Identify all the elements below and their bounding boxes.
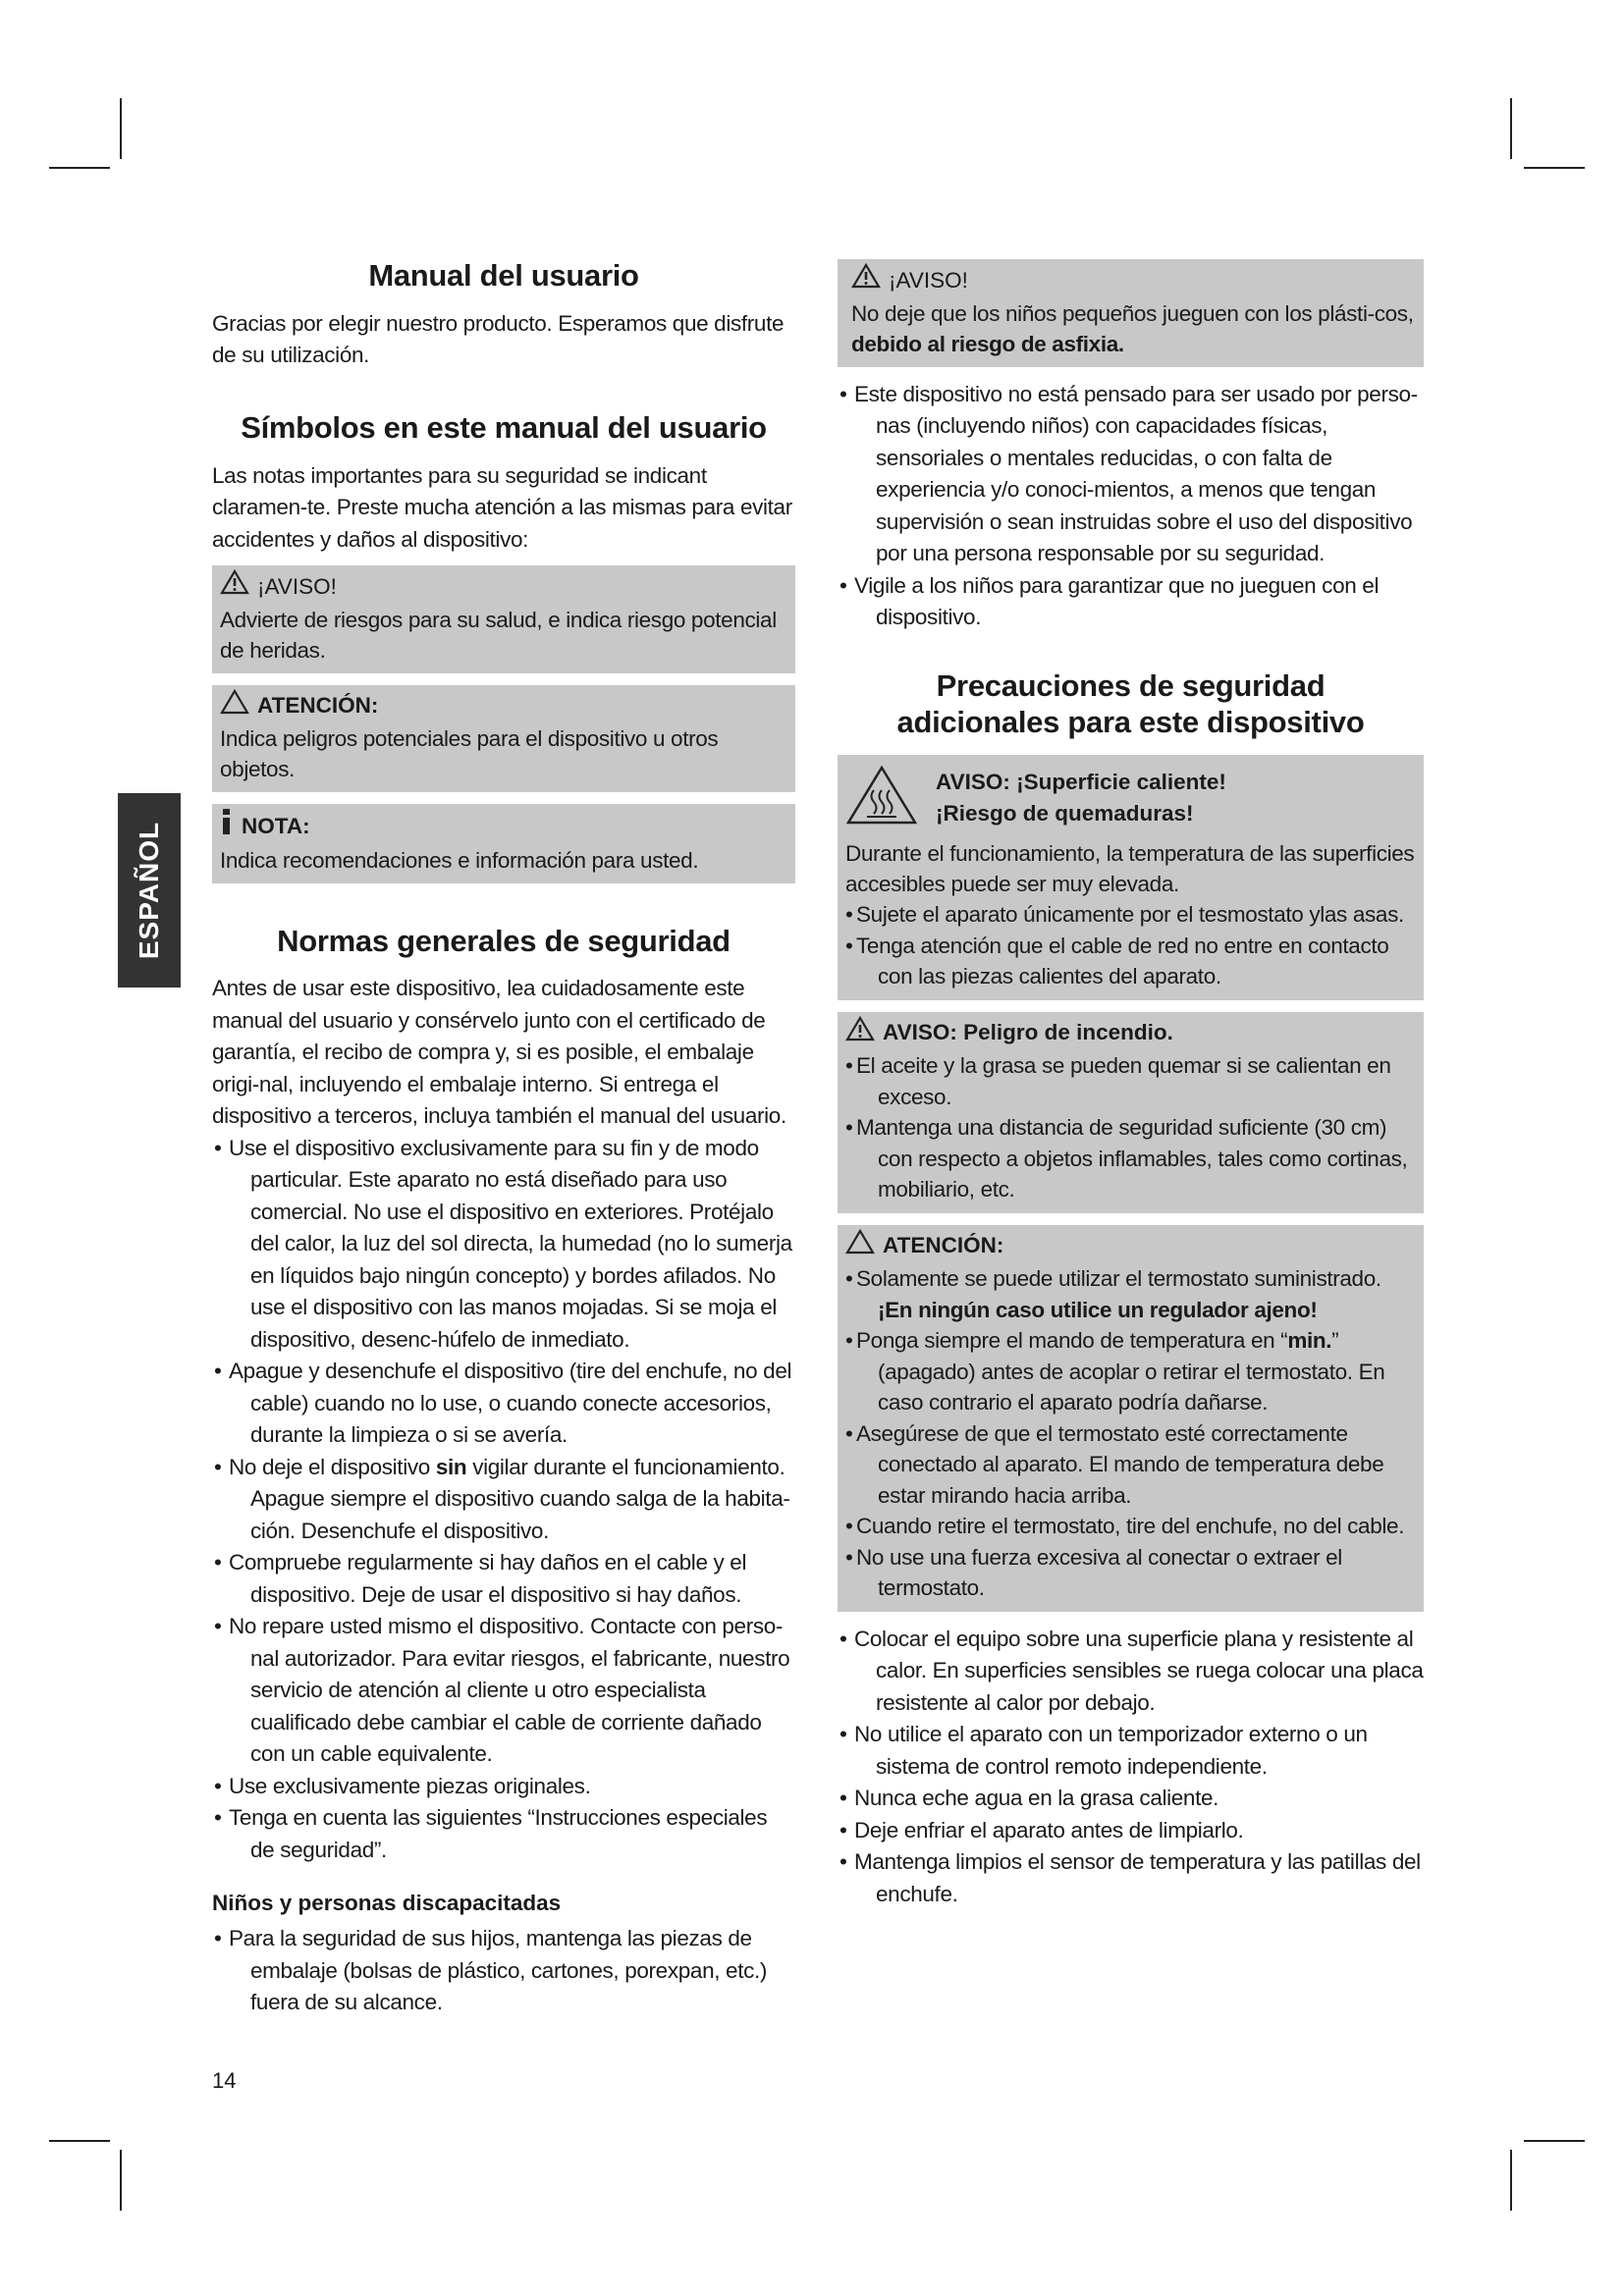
nota-label: NOTA: <box>242 813 310 838</box>
manual-title: Manual del usuario <box>368 258 639 293</box>
list-item: • No repare usted mismo el dispositivo. Contacte con perso-nal autorizador. Para evitar riesgos, el fabricante, nuestro servicio de atención al cliente u otro especialista cualificado debe cambiar el cable de corriente dañado con un cable equivalente. <box>212 1611 795 1771</box>
aviso-bold-text: debido al riesgo de asfixia. <box>851 331 1124 356</box>
symbols-title: Símbolos en este manual del usuario <box>241 409 767 445</box>
list-item: • Use exclusivamente piezas originales. <box>212 1771 795 1803</box>
incendio-box <box>838 1012 1424 1213</box>
ninos-list <box>212 1923 795 2019</box>
symbols-text: Las notas importantes para su seguridad se indicant claramen-te. Preste mucha atención a las mismas para evitar accidentes y daños al dispositivo: <box>212 462 792 552</box>
precauciones-title: Precauciones de seguridad adicionales para este dispositivo <box>896 667 1365 740</box>
atencion-text: Indica peligros potenciales para el dispositivo u otros objetos. <box>220 726 719 782</box>
list-item: • No use una fuerza excesiva al conectar o extraer el termostato. <box>845 1542 1416 1604</box>
list-item: • Asegúrese de que el termostato esté correctamente conectado al aparato. El mando de temperatura debe estar mirando hacia arriba. <box>845 1418 1416 1512</box>
ninos-title: Niños y personas discapacitadas <box>212 1891 562 1916</box>
hot-surface-text: Durante el funcionamiento, la temperatura de las superficies accesibles puede ser muy elevada. <box>845 841 1415 897</box>
bullet-bold-text: ¡En ningún caso utilice un regulador ajeno! <box>878 1297 1318 1322</box>
incendio-label: AVISO: Peligro de incendio. <box>883 1020 1173 1045</box>
page-number: 14 <box>212 2068 237 2093</box>
atencion-label: ATENCIÓN: <box>883 1233 1004 1258</box>
aviso-text: Advierte de riesgos para su salud, e indica riesgo potencial de heridas. <box>220 607 777 663</box>
list-item: • Cuando retire el termostato, tire del enchufe, no del cable. <box>845 1511 1416 1542</box>
aviso-children-text <box>851 298 1416 359</box>
list-item: • Tenga atención que el cable de red no entre en contacto con las piezas calientes del aparato. <box>845 931 1416 992</box>
list-item: • Use el dispositivo exclusivamente para su fin y de modo particular. Este aparato no está diseñado para uso comercial. No use el dispositivo en exteriores. Protéjalo del calor, la luz del sol directa, la humedad (no lo sumerja en líquidos bajo ningún concepto) y bordes afilados. No use el dispositivo con las manos mojadas. Si se moja el dispositivo, desenc-húfelo de inmediato. <box>212 1133 795 1357</box>
intro-text: Gracias por elegir nuestro producto. Esperamos que disfrute de su utilización. <box>212 310 785 368</box>
hot-surface-title-1: AVISO: ¡Superficie caliente! <box>936 769 1226 794</box>
list-item: • El aceite y la grasa se pueden quemar si se calientan en exceso. <box>845 1050 1416 1112</box>
bullet-text: Ponga siempre el mando de temperatura en “ <box>856 1328 1288 1354</box>
aviso-label: ¡AVISO! <box>257 573 337 599</box>
normas-title: Normas generales de seguridad <box>277 923 731 958</box>
hot-surface-title-2: ¡Riesgo de quemaduras! <box>936 800 1194 826</box>
crop-mark <box>49 167 110 169</box>
list-item: • Sujete el aparato únicamente por el tesmostato ylas asas. <box>845 899 1416 931</box>
hot-surface-titles <box>936 767 1226 829</box>
list-item <box>845 1263 1416 1325</box>
aviso-children-box <box>838 259 1424 367</box>
bullet-text: ” (apagado) antes de acoplar o retirar el termostato. En caso contrario el aparato podría dañarse. <box>878 1328 1385 1415</box>
crop-mark <box>49 2140 110 2142</box>
list-item <box>212 1452 795 1548</box>
incendio-title <box>845 1016 1416 1051</box>
list-item: • Colocar el equipo sobre una superficie plana y resistente al calor. En superficies sensibles se ruega colocar una placa resistente al calor por debajo. <box>838 1624 1424 1720</box>
caution-triangle-icon <box>845 1229 875 1264</box>
atencion-label: ATENCIÓN: <box>257 693 379 719</box>
list-item: • Mantenga limpios el sensor de temperatura y las patillas del enchufe. <box>838 1846 1424 1910</box>
incendio-list <box>845 1050 1416 1205</box>
list-item: • Vigile a los niños para garantizar que no jueguen con el dispositivo. <box>838 570 1424 634</box>
crop-mark <box>1510 98 1512 159</box>
atencion-box-title <box>220 689 787 724</box>
nota-text: Indica recomendaciones e información para usted. <box>220 847 699 873</box>
aviso-text: No deje que los niños pequeños jueguen con los plásti-cos, <box>851 300 1414 326</box>
crop-mark <box>120 2150 122 2211</box>
list-item: • Apague y desenchufe el dispositivo (tire del enchufe, no del cable) cuando no lo use, o cuando conecte accesorios, durante la limpieza o si se avería. <box>212 1356 795 1452</box>
atencion-box <box>212 685 795 793</box>
list-item: • Para la seguridad de sus hijos, mantenga las piezas de embalaje (bolsas de plástico, cartones, porexpan, etc.) fuera de su alcance. <box>212 1923 795 2019</box>
final-list <box>838 1624 1424 1911</box>
caution-triangle-icon <box>220 689 249 724</box>
bullet-text: Solamente se puede utilizar el termostato suministrado. <box>856 1266 1381 1292</box>
bullet-bold-text: sin <box>435 1454 467 1479</box>
superficie-caliente-box <box>838 755 1424 1000</box>
right-column <box>838 257 1424 1910</box>
bullet-text: vigilar durante el funcionamiento. Apague siempre el dispositivo cuando salga de la habita-ción. Desenchufe el dispositivo. <box>250 1454 790 1543</box>
warning-icon <box>851 263 881 298</box>
aviso-box-title <box>220 569 787 605</box>
crop-mark <box>1524 2140 1585 2142</box>
nota-box <box>212 804 795 883</box>
atencion-list <box>845 1263 1416 1604</box>
children-list <box>838 379 1424 634</box>
nota-box-title <box>220 808 787 845</box>
list-item <box>845 1325 1416 1418</box>
crop-mark <box>1510 2150 1512 2211</box>
warning-icon <box>220 569 249 605</box>
left-column <box>212 257 795 2019</box>
aviso-label: ¡AVISO! <box>889 267 968 293</box>
crop-mark <box>120 98 122 159</box>
language-tab <box>118 793 181 988</box>
normas-text: Antes de usar este dispositivo, lea cuidadosamente este manual del usuario y consérvelo junto con el certificado de garantía, el recibo de compra y, si es posible, el embalaje origi-nal, incluyendo el embalaje interno. Si entrega el dispositivo a terceros, incluya también el manual del usuario. <box>212 976 786 1129</box>
list-item: • Deje enfriar el aparato antes de limpiarlo. <box>838 1815 1424 1847</box>
bullet-bold-text: min. <box>1287 1328 1332 1354</box>
list-item: • Nunca eche agua en la grasa caliente. <box>838 1783 1424 1815</box>
normas-list <box>212 1133 795 1867</box>
list-item: • No utilice el aparato con un temporizador externo o un sistema de control remoto independiente. <box>838 1719 1424 1783</box>
atencion-thermostat-title <box>845 1229 1416 1264</box>
hot-surface-list <box>845 899 1416 992</box>
info-icon <box>220 808 234 845</box>
aviso-box <box>212 565 795 673</box>
atencion-thermostat-box <box>838 1225 1424 1612</box>
warning-icon <box>845 1016 875 1051</box>
aviso-children-title <box>851 263 1416 298</box>
list-item: • Este dispositivo no está pensado para ser usado por perso-nas (incluyendo niños) con capacidades físicas, sensoriales o mentales reducidas, o con falta de experiencia y/o conoci-mientos, a menos que tengan supervisión o sean instruidas sobre el uso del dispositivo por una persona responsable por su seguridad. <box>838 379 1424 570</box>
hot-surface-header <box>845 759 1416 838</box>
crop-mark <box>1524 167 1585 169</box>
hot-surface-icon <box>845 765 918 830</box>
language-tab-label: ESPAÑOL <box>134 821 164 960</box>
list-item: • Compruebe regularmente si hay daños en el cable y el dispositivo. Deje de usar el dispositivo si hay daños. <box>212 1547 795 1611</box>
bullet-text: No deje el dispositivo <box>229 1454 436 1479</box>
list-item: • Mantenga una distancia de seguridad suficiente (30 cm) con respecto a objetos inflamables, tales como cortinas, mobiliario, etc. <box>845 1112 1416 1205</box>
list-item: • Tenga en cuenta las siguientes “Instrucciones especiales de seguridad”. <box>212 1802 795 1866</box>
